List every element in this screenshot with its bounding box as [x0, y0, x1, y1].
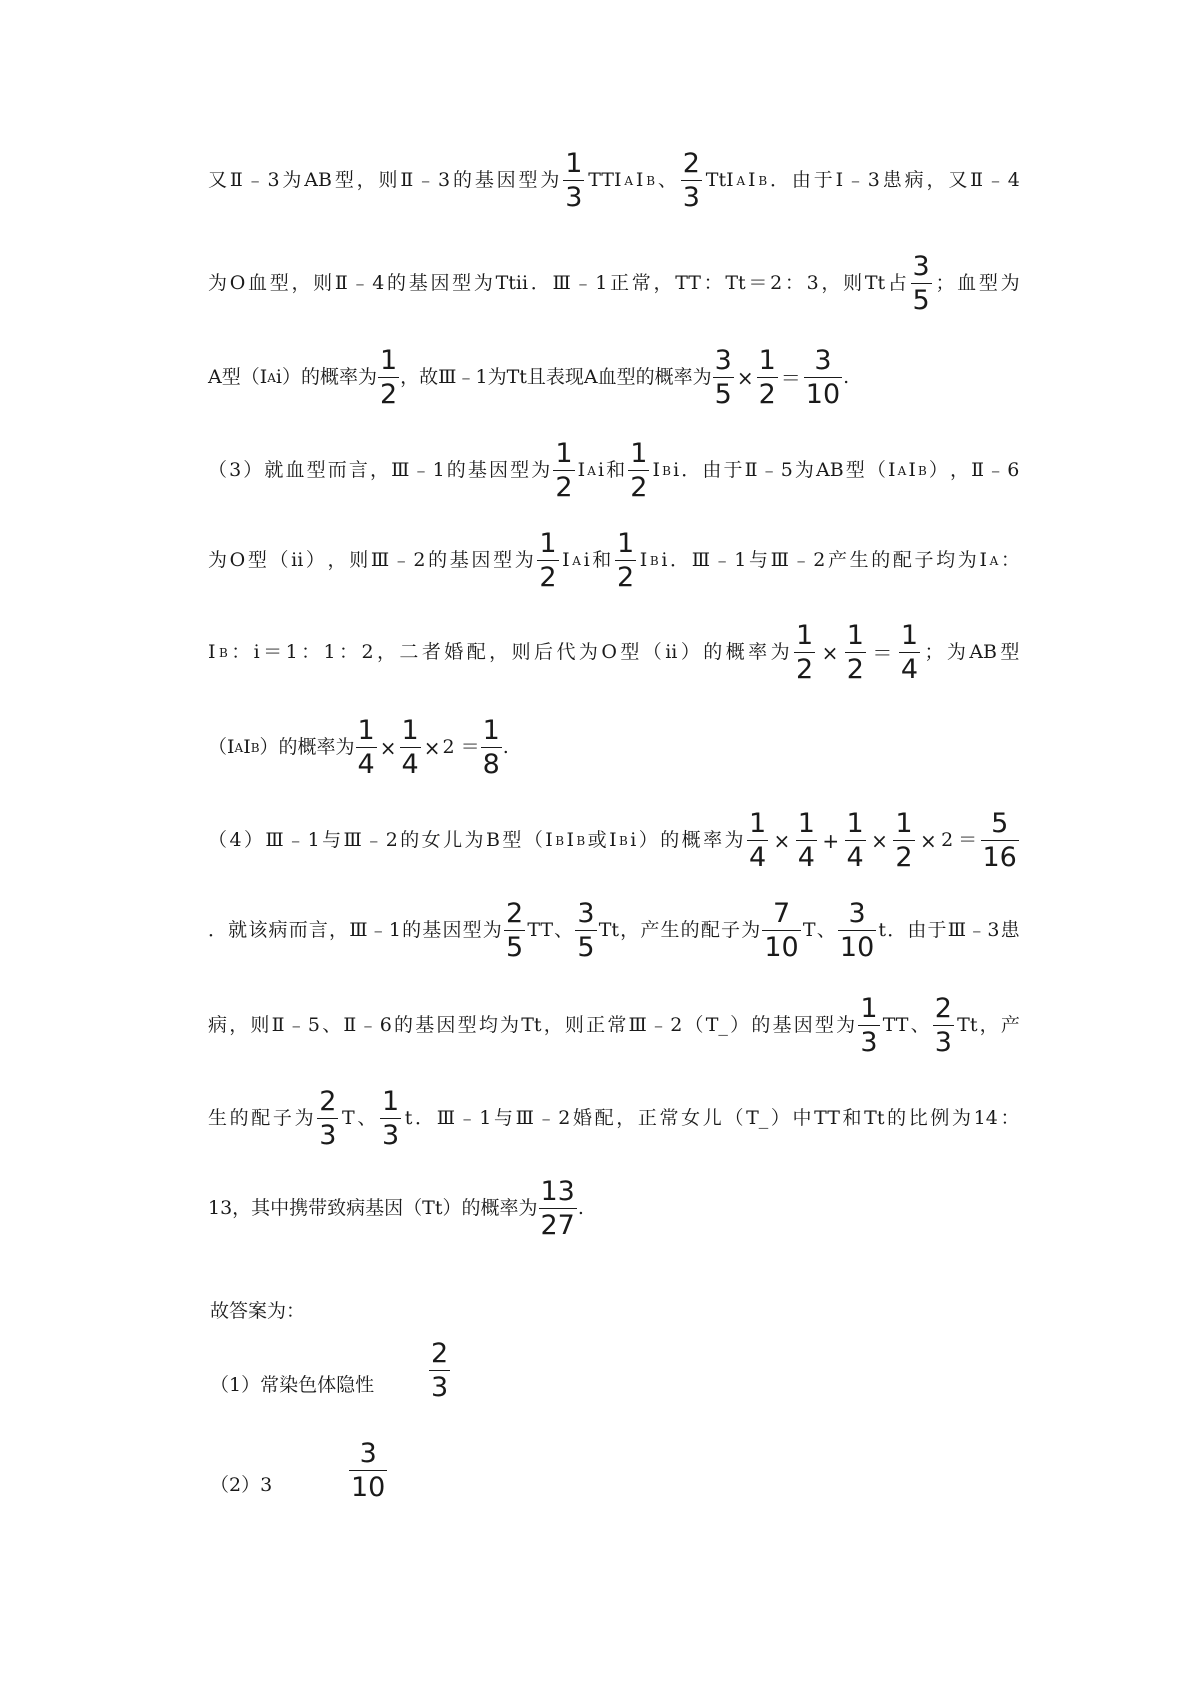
math-operator: × [821, 640, 839, 665]
math-operator: ＝ [872, 640, 893, 665]
text-line [208, 1178, 1020, 1239]
math-operator: × [423, 735, 441, 760]
text-line: 生 的 配 子 为 $\frac{2}{3}$ T 、 $\frac{1}{3}$ t ． Ⅲ ﹣ 1 与 Ⅲ ﹣ 2 婚 配 ， 正 常 女 儿 （ T_ ） 中 TT 和 Tt 的 比 例 为 14 ： [208, 1086, 1020, 1151]
fraction [893, 810, 914, 871]
fraction-denominator: 4 [357, 749, 375, 780]
fraction [563, 150, 584, 211]
fraction-denominator: 27 [540, 1210, 575, 1241]
fraction-numerator: 1 [381, 1086, 400, 1117]
math-operator: × [773, 828, 791, 853]
text-segment: I [243, 736, 251, 758]
fraction [845, 810, 866, 871]
fraction-denominator: 2 [539, 562, 557, 593]
fraction-numerator: 1 [796, 620, 814, 651]
fraction-numerator: 1 [748, 808, 767, 839]
fraction [400, 717, 421, 778]
fraction-numerator: 1 [900, 620, 919, 651]
fraction-numerator: 3 [912, 251, 930, 282]
fraction-denominator: 2 [758, 379, 776, 410]
fraction-numerator: 1 [379, 345, 398, 376]
fraction-numerator: 1 [797, 808, 815, 839]
fraction-numerator: 1 [895, 808, 913, 839]
fraction [981, 810, 1019, 871]
text-segment: A型（I [208, 366, 268, 388]
fraction-denominator: 3 [565, 182, 583, 213]
fraction-numerator: 2 [431, 1338, 449, 1369]
fraction-denominator: 4 [401, 749, 419, 780]
text-segment: ）的概率为 [259, 736, 355, 758]
text-line: （ 4 ） Ⅲ ﹣ 1 与 Ⅲ ﹣ 2 的 女 儿 为 B 型 （ I B I B 或 I B i ） 的 概 率 为 $\frac{1}{4}$ × $\frac{1}{4}$ + $\frac{1}{4}$ × $\frac{1}{2}$ × 2 ＝ $\frac{5}{16}$ [208, 808, 1017, 873]
fraction-denominator: 16 [982, 842, 1017, 873]
fraction-numerator: 2 [505, 898, 524, 929]
fraction-numerator: 1 [482, 715, 500, 746]
fraction [681, 150, 702, 211]
math-operator: + [822, 828, 840, 853]
fraction-denominator: 2 [616, 562, 635, 593]
fraction-denominator: 8 [482, 749, 500, 780]
fraction [615, 530, 636, 591]
fraction-numerator: 5 [991, 808, 1009, 839]
fraction [575, 900, 596, 961]
fraction-denominator: 5 [912, 285, 930, 316]
fraction-denominator: 5 [714, 379, 732, 410]
text-segment: 13，其中携带致病基因（Tt）的概率为 [208, 1197, 538, 1219]
fraction-numerator: 1 [616, 528, 635, 559]
fraction-denominator: 4 [846, 842, 864, 873]
math-operator: × [871, 828, 888, 853]
fraction-numerator: 3 [714, 345, 732, 376]
fraction [317, 1088, 338, 1149]
fraction-numerator: 3 [577, 898, 595, 929]
fraction-numerator: 1 [846, 808, 864, 839]
fraction [628, 440, 649, 501]
fraction [845, 622, 866, 683]
fraction [537, 530, 558, 591]
fraction-denominator: 3 [682, 182, 700, 213]
text-segment: 2 ＝ [442, 736, 480, 758]
fraction [356, 717, 377, 778]
fraction-numerator: 3 [848, 898, 866, 929]
math-operator: ＝ [780, 365, 801, 390]
fraction-denominator: 2 [379, 379, 398, 410]
text-line: 病 ， 则 Ⅱ ﹣ 5 、 Ⅱ ﹣ 6 的 基 因 型 均 为 Tt ， 则 正 常 Ⅲ ﹣ 2 （ T_ ） 的 基 因 型 为 $\frac{1}{3}$ TT 、 $\frac{2}{3}$ Tt ， 产 [208, 993, 1020, 1058]
fraction-denominator: 3 [381, 1120, 400, 1151]
fraction-numerator: 1 [555, 438, 573, 469]
fraction [762, 900, 800, 961]
fraction [481, 717, 502, 778]
fraction-numerator: 2 [934, 993, 952, 1024]
text-segment: . [843, 366, 850, 388]
answer-1-label: （1）常染色体隐性 [210, 1374, 375, 1396]
fraction-denominator: 3 [319, 1120, 337, 1151]
fraction-numerator: 1 [565, 148, 583, 179]
fraction-numerator: 3 [814, 345, 832, 376]
fraction [504, 900, 525, 961]
fraction-numerator: 2 [682, 148, 700, 179]
fraction-numerator: 1 [630, 438, 648, 469]
fraction-denominator: 10 [764, 932, 799, 963]
fraction [380, 1088, 401, 1149]
fraction [838, 900, 876, 961]
fraction [378, 347, 399, 408]
math-operator: × [919, 828, 937, 853]
fraction-denominator: 10 [351, 1472, 386, 1503]
fraction-denominator: 4 [900, 654, 919, 685]
fraction-denominator: 5 [577, 932, 595, 963]
text-segment: . [577, 1197, 584, 1219]
fraction [747, 810, 768, 871]
math-operator: × [736, 365, 754, 390]
fraction-numerator: 1 [401, 715, 419, 746]
fraction-numerator: 1 [846, 620, 864, 651]
fraction-denominator: 2 [895, 842, 913, 873]
fraction-numerator: 13 [540, 1176, 575, 1207]
answer-heading: 故答案为： [210, 1300, 306, 1322]
text-line: 为 O 血 型 ， 则 Ⅱ ﹣ 4 的 基 因 型 为 Ttii ． Ⅲ ﹣ 1 正 常 ， TT ： Tt ＝ 2 ： 3 ， 则 Tt 占 $\frac{3}{5}$ ； 血 型 为 [208, 251, 1020, 316]
fraction-numerator: 1 [860, 993, 878, 1024]
text-segment: （I [208, 736, 235, 758]
text-segment: ，故Ⅲ﹣1为Tt且表现A血型的概率为 [400, 366, 712, 388]
answer-2-label: （2）3 [210, 1474, 273, 1496]
text-line: （ 3 ） 就 血 型 而 言 ， Ⅲ ﹣ 1 的 基 因 型 为 $\frac{1}{2}$ I A i 和 $\frac{1}{2}$ I B i ． 由 于 Ⅱ ﹣ 5 为 AB 型 （ I A I B ） ， Ⅱ ﹣ 6 [208, 438, 1020, 503]
fraction-denominator: 2 [555, 472, 573, 503]
fraction [794, 622, 815, 683]
fraction-numerator: 1 [539, 528, 557, 559]
fraction-numerator: 3 [359, 1438, 377, 1469]
fraction [757, 347, 778, 408]
fraction [539, 1178, 577, 1239]
fraction-denominator: 2 [796, 654, 814, 685]
fraction-denominator: 3 [431, 1372, 449, 1403]
fraction-denominator: 3 [934, 1027, 952, 1058]
fraction [933, 995, 954, 1056]
fraction-numerator: 2 [319, 1086, 337, 1117]
text-line: ． 就 该 病 而 言 ， Ⅲ ﹣ 1 的 基 因 型 为 $\frac{2}{5}$ TT 、 $\frac{3}{5}$ Tt ， 产 生 的 配 子 为 $\frac{7}{10}$ T 、 $\frac{3}{10}$ t ． 由 于 Ⅲ ﹣ 3 患 [208, 898, 1020, 963]
text-line: 为 O 型 （ ii ） ， 则 Ⅲ ﹣ 2 的 基 因 型 为 $\frac{1}{2}$ I A i 和 $\frac{1}{2}$ I B i ． Ⅲ ﹣ 1 与 Ⅲ ﹣ 2 产 生 的 配 子 均 为 I A ： [208, 528, 1020, 593]
fraction-denominator: 10 [805, 379, 841, 410]
fraction [553, 440, 574, 501]
text-line: （I A I B ）的概率为 $\frac{1}{4}$ × $\frac{1}{4}$ × 2 ＝ $\frac{1}{8}$ . [208, 715, 509, 780]
fraction [911, 253, 932, 314]
fraction-numerator: 1 [758, 345, 776, 376]
fraction-numerator: 7 [772, 898, 791, 929]
fraction-denominator: 4 [748, 842, 767, 873]
fraction-denominator: 10 [839, 932, 875, 963]
fraction-denominator: 2 [846, 654, 864, 685]
answer-1-fraction [429, 1340, 450, 1401]
text-line: I B ： i ＝ 1 ： 1 ： 2 ， 二 者 婚 配 ， 则 后 代 为 O 型 （ ii ） 的 概 率 为 $\frac{1}{2}$ × $\frac{1}{2}$ ＝ $\frac{1}{4}$ ； 为 AB 型 [208, 620, 1020, 685]
fraction [899, 622, 920, 683]
fraction-denominator: 2 [630, 472, 648, 503]
text-segment: . [502, 736, 509, 758]
fraction-denominator: 4 [797, 842, 815, 873]
fraction [796, 810, 817, 871]
fraction [858, 995, 879, 1056]
fraction-denominator: 5 [505, 932, 524, 963]
answer-2-fraction [349, 1440, 387, 1501]
fraction-denominator: 3 [860, 1027, 878, 1058]
fraction-numerator: 1 [357, 715, 375, 746]
text-segment: i）的概率为 [275, 366, 377, 388]
fraction [713, 347, 734, 408]
fraction [804, 347, 842, 408]
text-line: 又 Ⅱ ﹣ 3 为 AB 型 ， 则 Ⅱ ﹣ 3 的 基 因 型 为 $\frac{1}{3}$ TTI A I B 、 $\frac{2}{3}$ TtI A I B ． 由 于 Ⅰ ﹣ 3 患 病 ， 又 Ⅱ ﹣ 4 [208, 148, 1020, 213]
math-operator: × [379, 735, 397, 760]
text-line: A型（I A i）的概率为 $\frac{1}{2}$ ，故Ⅲ﹣1为Tt且表现A血型的概率为 $\frac{3}{5}$ × $\frac{1}{2}$ ＝ $\frac{3}{10}$ . [208, 345, 850, 410]
